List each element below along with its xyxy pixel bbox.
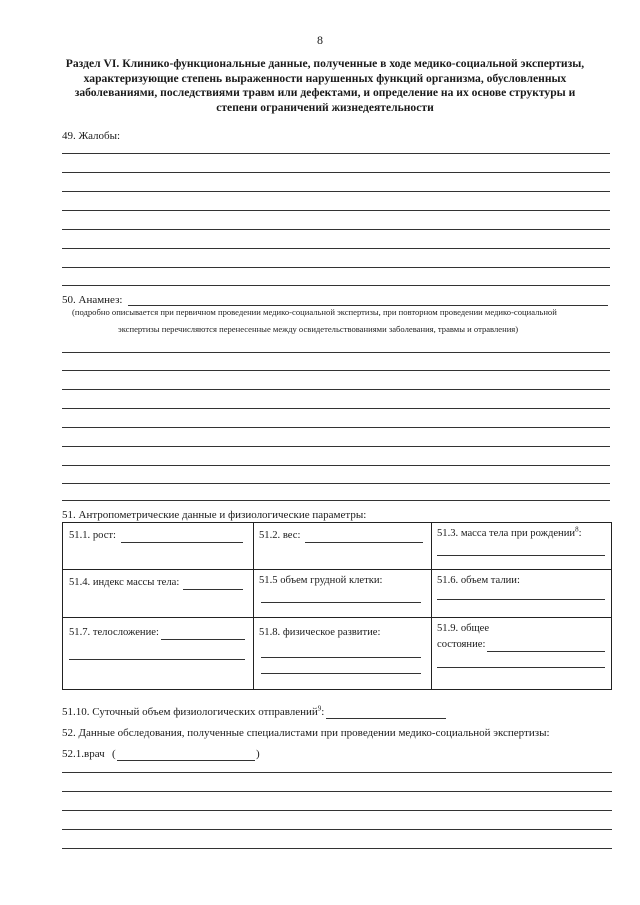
section-heading-line-4: степени ограничений жизнедеятельности xyxy=(216,100,434,114)
daily-volume-label: 51.10. Суточный объем физиологических отправлений$^9$: xyxy=(62,704,325,718)
anamnesis-line[interactable] xyxy=(62,427,610,428)
anamnesis-line[interactable] xyxy=(62,352,610,353)
cell-waist xyxy=(431,569,611,617)
birth-weight-field[interactable] xyxy=(437,555,605,556)
anamnesis-line[interactable] xyxy=(62,408,610,409)
height-field[interactable] xyxy=(121,542,243,543)
doctor-findings-line[interactable] xyxy=(62,772,612,773)
complaints-line[interactable] xyxy=(62,191,610,192)
cell-height xyxy=(63,523,253,569)
build-field[interactable] xyxy=(161,639,245,640)
section-heading-line-1: Раздел VI. Клинико-функциональные данные, полученные в ходе медико-социальной экспертизы, xyxy=(65,57,585,70)
cell-chest xyxy=(253,569,431,617)
cell-bmi xyxy=(63,569,253,617)
page-number: 8 xyxy=(317,33,323,47)
weight-label: 51.2. вес: xyxy=(259,530,301,541)
footnote-8: 8 xyxy=(575,525,579,534)
physical-development-field-2[interactable] xyxy=(261,673,421,674)
anamnesis-note-line-1: (подробно описывается при первичном проведении медико-социальной экспертизы, при повторном проведении медико-социальной xyxy=(72,307,557,317)
daily-volume-field[interactable] xyxy=(326,718,446,719)
complaints-line[interactable] xyxy=(62,229,610,230)
anthropometry-grid xyxy=(62,522,612,690)
general-state-field[interactable] xyxy=(487,651,605,652)
anamnesis-line[interactable] xyxy=(62,465,610,466)
physical-development-field[interactable] xyxy=(261,657,421,658)
build-field-2[interactable] xyxy=(69,659,245,660)
general-state-label-2: состояние: xyxy=(437,639,486,650)
bmi-label: 51.4. индекс массы тела: xyxy=(69,577,180,588)
build-label: 51.7. телосложение: xyxy=(69,627,159,638)
chest-label: 51.5 объем грудной клетки: xyxy=(259,575,383,586)
complaints-line[interactable] xyxy=(62,210,610,211)
anamnesis-first-line[interactable] xyxy=(128,305,608,306)
waist-label: 51.6. объем талии: xyxy=(437,575,520,586)
doctor-findings-line[interactable] xyxy=(62,791,612,792)
anamnesis-line[interactable] xyxy=(62,446,610,447)
bmi-field[interactable] xyxy=(183,589,243,590)
physical-development-label: 51.8. физическое развитие: xyxy=(259,627,381,638)
general-state-label-1: 51.9. общее xyxy=(437,623,490,634)
anthropometry-label: 51. Антропометрические данные и физиологические параметры: xyxy=(62,509,367,521)
footnote-9: 9 xyxy=(317,704,322,713)
complaints-line[interactable] xyxy=(62,172,610,173)
complaints-label: 49. Жалобы: xyxy=(62,130,121,142)
anamnesis-line[interactable] xyxy=(62,483,610,484)
anamnesis-line[interactable] xyxy=(62,500,610,501)
cell-birth-weight xyxy=(431,523,611,569)
section-heading-line-3: заболеваниями, последствиями травм или дефектами, и определение на их основе структуры и xyxy=(74,86,576,100)
cell-build xyxy=(63,617,253,689)
anamnesis-line[interactable] xyxy=(62,389,610,390)
doctor-findings-line[interactable] xyxy=(62,848,612,849)
complaints-line[interactable] xyxy=(62,285,610,286)
cell-physical-development xyxy=(253,617,431,689)
general-state-field-2[interactable] xyxy=(437,667,605,668)
chest-field[interactable] xyxy=(261,602,421,603)
doctor-label: 52.1.врач xyxy=(62,748,105,760)
cell-general-state xyxy=(431,617,611,689)
complaints-line[interactable] xyxy=(62,248,610,249)
anamnesis-note-line-2: экспертизы перечисляются перенесенные между освидетельствованиями заболевания, травмы и отравления) xyxy=(118,324,519,334)
complaints-line[interactable] xyxy=(62,153,610,154)
birth-weight-label: 51.3. масса тела при рождении$^8$: xyxy=(437,525,582,539)
doctor-open-paren: ( xyxy=(112,748,116,760)
specialists-label: 52. Данные обследования, полученные специалистами при проведении медико-социальной экспертизы: xyxy=(62,727,550,739)
waist-field[interactable] xyxy=(437,599,605,600)
anamnesis-line[interactable] xyxy=(62,370,610,371)
height-label: 51.1. рост: xyxy=(69,530,116,541)
doctor-close-paren: ) xyxy=(256,748,260,760)
section-heading xyxy=(60,57,590,115)
doctor-findings-line[interactable] xyxy=(62,810,612,811)
doctor-findings-line[interactable] xyxy=(62,829,612,830)
section-heading-line-2: характеризующие степень выраженности нарушенных функций организма, обусловленных xyxy=(83,71,567,85)
complaints-line[interactable] xyxy=(62,267,610,268)
anamnesis-label: 50. Анамнез: xyxy=(62,294,123,306)
cell-weight xyxy=(253,523,431,569)
weight-field[interactable] xyxy=(305,542,423,543)
doctor-specialty-field[interactable] xyxy=(117,760,255,761)
